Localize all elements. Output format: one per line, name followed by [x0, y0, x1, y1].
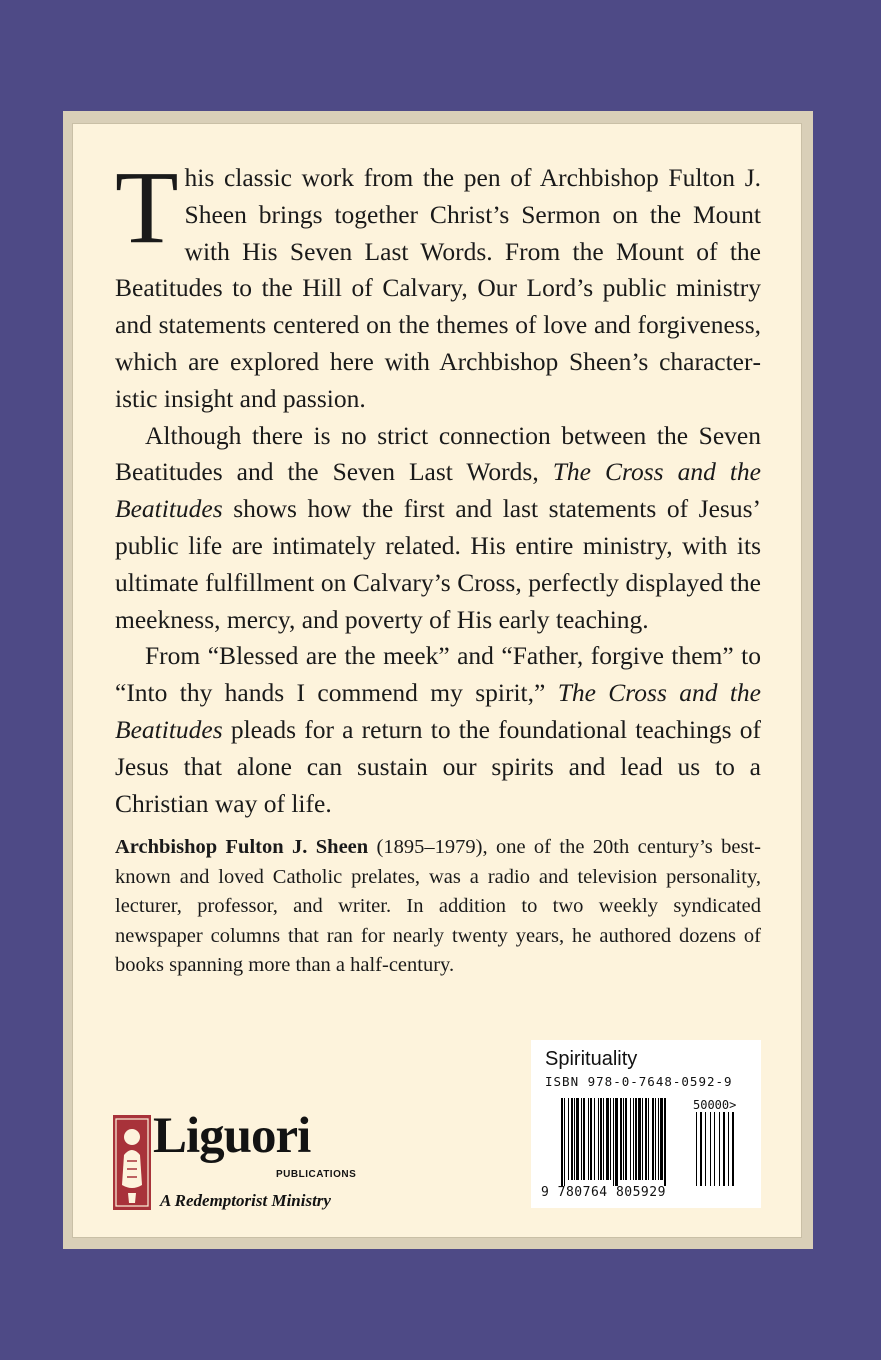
- isbn-label: ISBN 978-0-7648-0592-9: [545, 1074, 733, 1089]
- barcode-bar: [658, 1098, 659, 1180]
- barcode-bar: [590, 1098, 592, 1180]
- barcode-bar: [583, 1098, 585, 1180]
- barcode-icon: [561, 1098, 761, 1186]
- barcode-bar: [600, 1098, 602, 1180]
- barcode-bar: [613, 1098, 614, 1186]
- barcode-bar: [648, 1098, 649, 1180]
- barcode-bar: [581, 1098, 582, 1180]
- author-bio: [115, 833, 761, 981]
- barcode-bar: [594, 1098, 595, 1180]
- redemptorist-emblem-icon: [113, 1115, 151, 1210]
- barcode-bar: [606, 1098, 609, 1180]
- publisher-name: Liguori: [153, 1108, 311, 1164]
- price-addon: 50000>: [693, 1098, 737, 1112]
- category-label: Spirituality: [545, 1048, 638, 1070]
- barcode-addon-bar: [714, 1112, 715, 1186]
- barcode-bar: [568, 1098, 569, 1180]
- author-bio-text: (1895–1979), one of the 20th century’s best-known and loved Catholic prelates, was a radio and television personality, lecturer, professor, and writer. In addition to two weekly syndicated newspaper columns that ran for nearly twenty years, he authored dozens of books spanning more than a half-century.: [115, 836, 761, 977]
- barcode-bar: [625, 1098, 627, 1180]
- book-title-italic: The Cross and the Beatitudes: [115, 678, 761, 744]
- publisher-tagline: A Redemptorist Ministry: [160, 1191, 331, 1210]
- barcode-bar: [576, 1098, 579, 1180]
- barcode-bar: [623, 1098, 624, 1180]
- barcode-addon-bar: [696, 1112, 697, 1186]
- barcode-box: [531, 1040, 761, 1208]
- paragraph-3: [115, 638, 761, 822]
- barcode-bar: [610, 1098, 611, 1180]
- barcode-addon-bar: [710, 1112, 711, 1186]
- barcode-bar: [664, 1098, 666, 1186]
- publisher-logo: [113, 1108, 357, 1215]
- book-title-italic: The Cross and the Beatitudes: [115, 457, 761, 524]
- paragraph-1-text: his classic work from the pen of Archbishop Fulton J. Sheen brings together Christ’s Sermon on the Mount with His Seven Last Words. From the Mount of the Beatitudes to the Hill of Calvary, Our Lord’s public ministry and statements centered on the themes of love and forgiveness, which are explored here with Archbishop Sheen’s characteristic insight and passion.: [115, 163, 761, 413]
- barcode-bar: [638, 1098, 641, 1180]
- barcode-bar: [652, 1098, 654, 1180]
- barcode-bar: [603, 1098, 604, 1180]
- barcode-bar: [564, 1098, 565, 1186]
- barcode-addon-bar: [732, 1112, 734, 1186]
- barcode-addon-bar: [723, 1112, 725, 1186]
- publisher-sub: PUBLICATIONS: [276, 1169, 357, 1180]
- barcode-bar: [620, 1098, 622, 1180]
- author-name: Archbishop Fulton J. Sheen: [115, 836, 369, 858]
- barcode-bar: [655, 1098, 656, 1180]
- paragraph-3-text-b: pleads for a return to the foundational teachings of Jesus that alone can sustain our spirits and lead us to a Christian way of life.: [115, 714, 761, 818]
- barcode-addon-bar: [719, 1112, 720, 1186]
- paragraph-2-text-b: shows how the first and last statements of Jesus’ public life are intimately related. His entire ministry, with its ultimate fulfillment on Calvary’s Cross, perfectly displayed the meekness, mercy, and poverty of His early teaching.: [115, 494, 761, 634]
- barcode-bar: [635, 1098, 637, 1180]
- paragraph-1: [115, 150, 761, 418]
- barcode-bar: [645, 1098, 647, 1180]
- dropcap-letter: T: [115, 150, 179, 265]
- barcode-bar: [615, 1098, 618, 1186]
- barcode-addon-bar: [705, 1112, 706, 1186]
- barcode-bar: [633, 1098, 634, 1180]
- barcode-bar: [630, 1098, 631, 1180]
- barcode-addon-bar: [700, 1112, 702, 1186]
- paragraph-2: [115, 418, 761, 639]
- barcode-bar: [574, 1098, 575, 1180]
- barcode-addon-bar: [728, 1112, 729, 1186]
- description-text: [115, 150, 761, 822]
- barcode-bar: [642, 1098, 643, 1180]
- barcode-bar: [561, 1098, 563, 1186]
- barcode-bar: [588, 1098, 589, 1180]
- paragraph-2-text-a: Although there is no strict connection between the Seven Beatitudes and the Seven Last Words,: [115, 420, 761, 487]
- barcode-bar: [598, 1098, 599, 1180]
- barcode-digits: 9 780764 805929: [541, 1185, 666, 1200]
- barcode-bar: [571, 1098, 573, 1180]
- barcode-bar: [660, 1098, 663, 1180]
- paragraph-3-text-a: From “Blessed are the meek” and “Father, forgive them” to “Into thy hands I commend my spirit,”: [115, 641, 761, 708]
